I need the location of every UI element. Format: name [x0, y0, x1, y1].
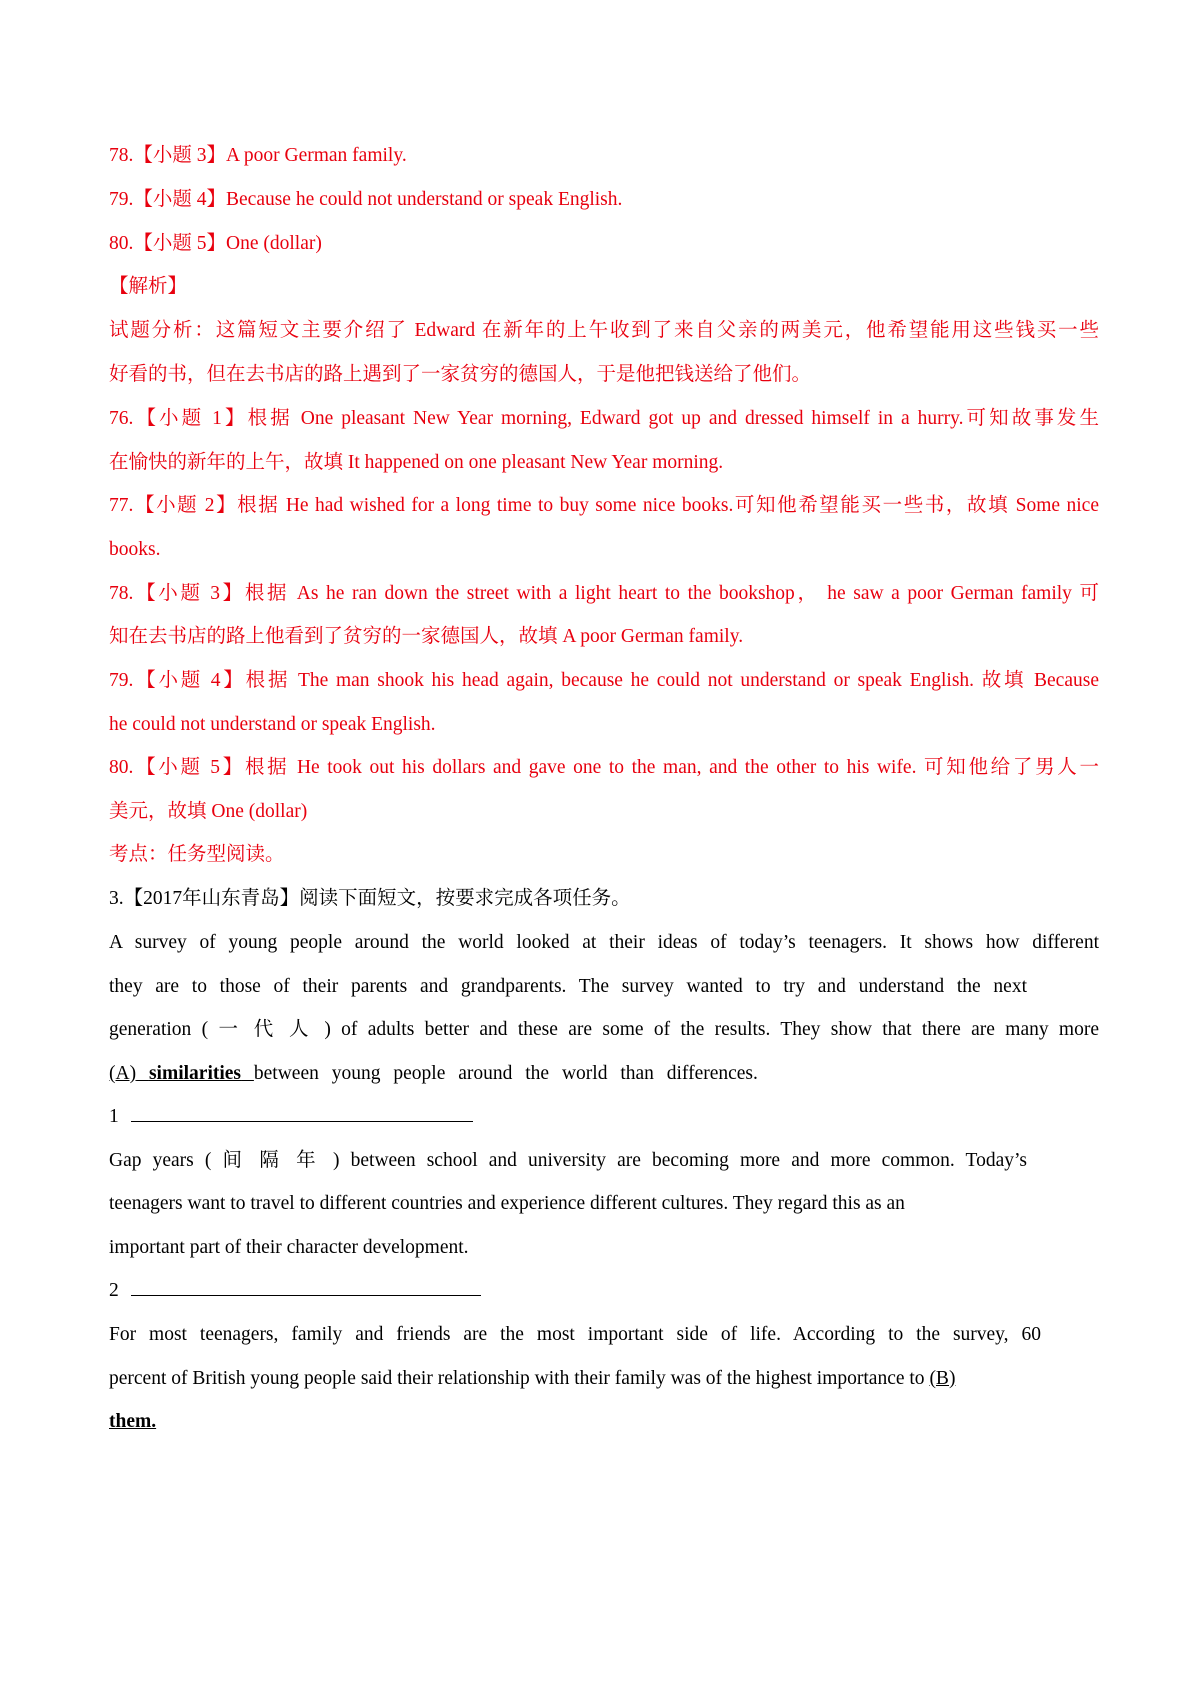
answer-80: 80.【小题 5】One (dollar)	[109, 233, 322, 254]
passage-line: they are to those of their parents and grandparents. The survey wanted to try and understand the next	[109, 976, 1027, 997]
term-similarities: similarities	[148, 1063, 242, 1084]
passage-line: important part of their character development.	[109, 1237, 469, 1258]
passage-text: between young people around the world than differences.	[253, 1063, 758, 1084]
answer-blank	[131, 1277, 481, 1296]
passage-text: percent of British young people said their relationship with their family was of the highest importance to	[109, 1368, 925, 1389]
answer-78: 78.【小题 3】A poor German family.	[109, 145, 407, 166]
analysis-line: 在愉快的新年的上午，故填 It happened on one pleasant New Year morning.	[109, 452, 724, 473]
analysis-line: 知在去书店的路上他看到了贫穷的一家德国人，故填 A poor German family.	[109, 626, 744, 647]
blank-label: 1	[109, 1106, 119, 1127]
passage-line: For most teenagers, family and friends are the most important side of life. According to the survey, 60	[109, 1324, 1041, 1345]
analysis-line: 试题分析：这篇短文主要介绍了 Edward 在新年的上午收到了来自父亲的两美元，他希望能用这些钱买一些	[109, 320, 1099, 341]
analysis-line: 76.【小题 1】根据 One pleasant New Year morning, Edward got up and dressed himself in a hurry.可知故事发生	[109, 408, 1099, 429]
marker-b: (B)	[929, 1368, 956, 1389]
blank-label: 2	[109, 1280, 119, 1301]
analysis-line: 好看的书，但在去书店的路上遇到了一家贫穷的德国人，于是他把钱送给了他们。	[109, 364, 812, 385]
underlined-term-b: them.	[109, 1411, 157, 1432]
blank-2	[109, 1277, 1099, 1305]
analysis-line: 79.【小题 4】根据 The man shook his head again, because he could not understand or speak English. 故填 Because	[109, 670, 1099, 691]
underlined-term-a	[109, 1063, 254, 1084]
question-header: 3.【2017年山东青岛】阅读下面短文，按要求完成各项任务。	[109, 888, 631, 909]
passage-line	[109, 1060, 1099, 1088]
answer-79: 79.【小题 4】Because he could not understand or speak English.	[109, 189, 623, 210]
passage-line: teenagers want to travel to different countries and experience different cultures. They regard this as an	[109, 1193, 905, 1214]
marker-a: (A)	[109, 1063, 137, 1084]
passage-line: A survey of young people around the world looked at their ideas of today’s teenagers. It shows how different	[109, 932, 1099, 953]
analysis-line: 77.【小题 2】根据 He had wished for a long time to buy some nice books.可知他希望能买一些书，故填 Some nice	[109, 495, 1099, 516]
analysis-line: 美元，故填 One (dollar)	[109, 801, 308, 822]
answer-blank	[131, 1103, 473, 1122]
analysis-line: 考点：任务型阅读。	[109, 844, 285, 865]
passage-line	[109, 1365, 1099, 1393]
blank-1	[109, 1103, 1099, 1131]
analysis-line: 78.【小题 3】根据 As he ran down the street with a light heart to the bookshop， he saw a poor German family 可	[109, 583, 1099, 604]
analysis-line: he could not understand or speak English.	[109, 714, 436, 735]
analysis-header: 【解析】	[109, 276, 188, 297]
analysis-line: books.	[109, 539, 161, 560]
passage-line: generation ( 一 代 人 ) of adults better and these are some of the results. They show that there are many more	[109, 1019, 1099, 1040]
passage-line: Gap years ( 间 隔 年 ) between school and university are becoming more and more common. Today’s	[109, 1150, 1027, 1171]
analysis-line: 80.【小题 5】根据 He took out his dollars and gave one to the man, and the other to his wife. 可知他给了男人一	[109, 757, 1099, 778]
